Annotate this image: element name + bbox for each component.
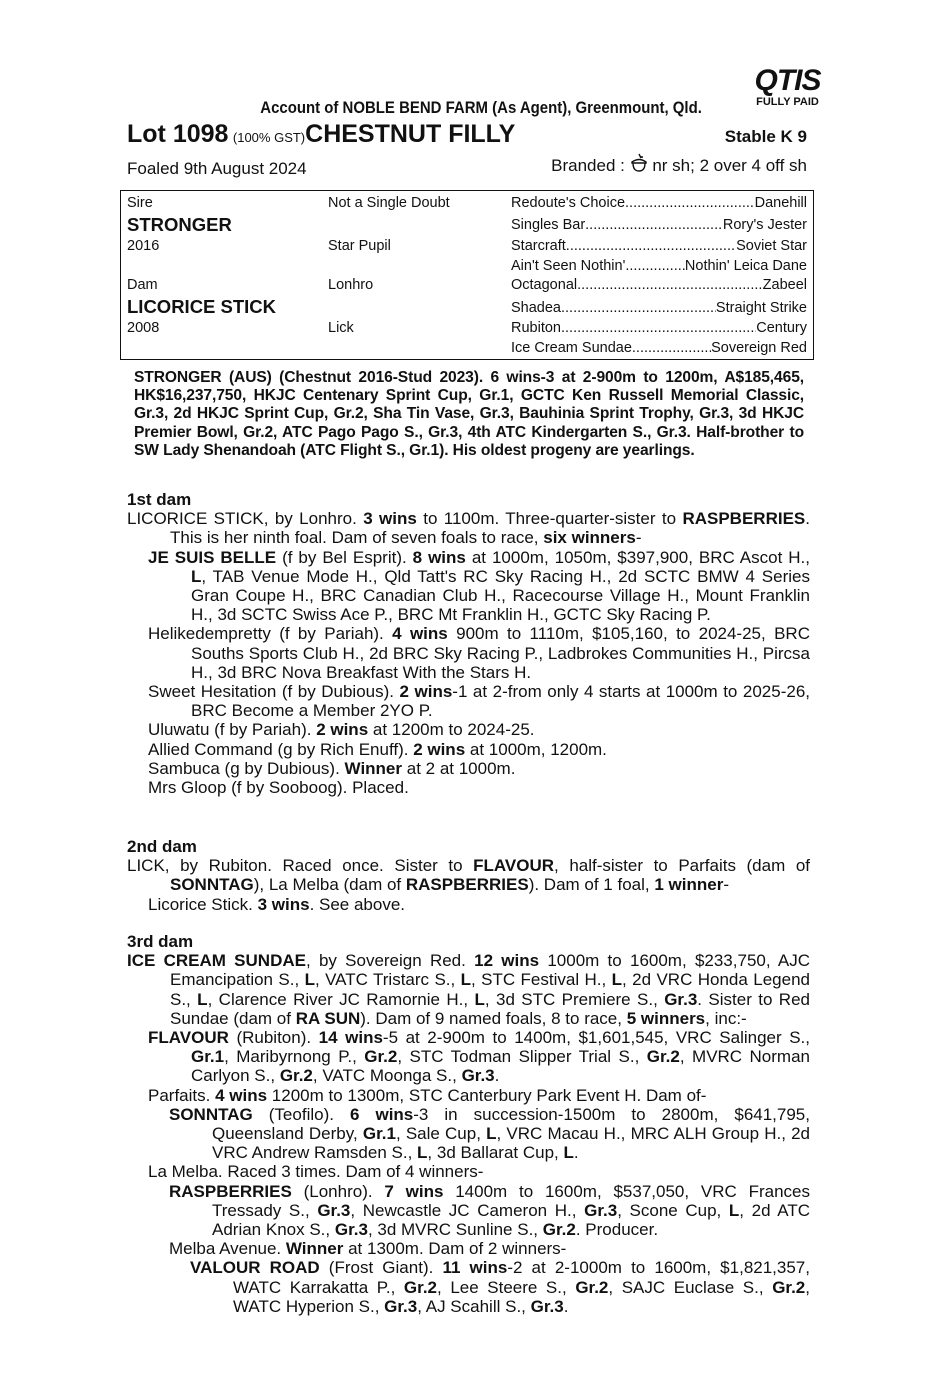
text: Mrs Gloop (f by Sooboog). Placed. [148,778,409,798]
brand-info [551,153,807,178]
bold-text: six winners [543,528,636,548]
text: (Teofilo). [252,1104,350,1124]
text: - [723,875,729,895]
text: 900m to 1110m, $105,160, to 2024-25, BRC Souths Sports Club H., 2d BRC Sky Racing P., Ladbrokes Communities H., Pircsa H., 3d BRC Nova Breakfast With the Stars H. [191,624,810,682]
grandparent-left: Starcraft [511,238,566,254]
grandparent-right: Century [756,320,807,336]
grandparent-left: Redoute's Choice [511,195,626,211]
bold-text: Gr.1 [362,1124,396,1144]
bold-text: 7 wins [384,1181,444,1201]
text: (Lonhro). [291,1181,385,1201]
pedigree-paragraph [127,509,810,547]
grandparent-row [511,217,807,233]
bold-text: Gr.2 [575,1277,609,1297]
grandparent-left: Rubiton [511,320,561,336]
bold-text: Gr.3 [584,1200,618,1220]
pedigree-paragraph [127,951,810,1028]
bold-text: Gr.2 [403,1277,438,1297]
text: -2 at 2-1000m to 1600m, $1,821,357, WATC Karrakatta P., [233,1258,810,1297]
grandparent-right: Rory's Jester [722,217,807,233]
text: Melba Avenue. [169,1239,286,1259]
text: Allied Command (g by Rich Enuff). [148,739,414,759]
text: , Sale Cup, [395,1124,487,1144]
text: . [563,1296,569,1316]
text: , Scone Cup, [617,1200,729,1220]
bold-text: Gr.3 [384,1296,418,1316]
pedigree-paragraph [127,895,810,914]
pedigree-paragraph [127,624,810,682]
text: , SAJC Euclase S., [608,1277,773,1297]
bold-text: Gr.3 [664,989,698,1009]
text: at 1200m to 2024-25. [368,720,535,740]
text: Licorice Stick. [148,894,258,914]
gst-note: (100% GST) [232,130,306,145]
bold-text: L [611,970,623,990]
pedigree-paragraph [127,1086,810,1105]
text: , 2d VRC Honda Legend S., [170,970,810,1009]
otis-logo-subtitle: FULLY PAID [756,96,819,108]
bold-text: SONNTAG [169,1104,253,1124]
bold-text: VALOUR ROAD [190,1258,320,1278]
text: ). Dam of 1 foal, [528,875,655,895]
bold-text: SONNTAG [170,875,254,895]
text: , TAB Venue Mode H., Qld Tatt's RC Sky Racing H., 2d SCTC BMW 4 Series Gran Coupe H., BRC Canadian Club H., Racecourse Village H., Mount Franklin H., 3d SCTC Swiss Ace P., BRC Mt Franklin H., GCTC Sky Racing P. [191,566,810,625]
text: , STC Festival H., [471,970,612,990]
text: , 2d ATC Adrian Knox S., [212,1200,810,1240]
bold-text: 12 wins [474,951,540,971]
text: La Melba. Raced 3 times. Dam of 4 winners- [148,1162,484,1182]
text: , Maribyrnong P., [224,1047,365,1067]
text: , 3d MVRC Sunline S., [367,1220,543,1240]
grandparent-right: Soviet Star [736,238,807,254]
dam-paragraphs [127,509,810,797]
bold-text: L [191,566,202,586]
text: , AJ Scahill S., [417,1296,531,1316]
pedigree-paragraph [127,740,810,759]
acorn-brand-icon [630,153,648,178]
text: , inc:- [705,1008,747,1028]
lot-header [127,120,807,150]
text: . This is her ninth foal. Dam of seven foals to race, [170,509,810,548]
text: LICK, by Rubiton. Raced once. Sister to [127,856,474,876]
grandparent-row [511,320,807,336]
bold-text: 2 wins [413,739,466,759]
text: , half-sister to Parfaits (dam of [554,856,810,876]
branded-detail: nr sh; 2 over 4 off sh [652,156,807,175]
bold-text: RASPBERRIES [682,509,806,529]
pedigree-paragraph [127,1258,810,1316]
dam-sire: Lonhro [328,277,374,293]
dam-name: LICORICE STICK [127,296,277,317]
pedigree-paragraph [127,856,810,894]
pedigree-paragraph [127,682,810,720]
sire-sire: Not a Single Doubt [328,195,450,211]
pedigree-paragraph [127,778,810,797]
grandparent-row [511,277,807,293]
bold-text: L [728,1200,740,1220]
dam-year: 2008 [127,320,160,336]
text: to 1100m. Three-quarter-sister to [416,509,683,529]
bold-text: L [460,970,472,990]
text: at 2 at 1000m. [402,758,516,778]
bold-text: FLAVOUR [473,856,555,876]
bold-text: L [304,970,315,990]
text: , MVRC Norman Carlyon S., [191,1047,810,1086]
bold-text: Gr.2 [772,1277,806,1297]
stable-location: Stable K 9 [724,127,807,146]
dam-dam: Lick [328,320,354,336]
bold-text: 1 winner [654,875,724,895]
bold-text: Winner [285,1239,344,1259]
bold-text: Gr.2 [279,1066,313,1086]
bold-text: Winner [344,758,403,778]
text: , WATC Hyperion S., [233,1277,811,1316]
text: at 1000m, 1200m. [465,739,607,759]
pedigree-paragraph [127,548,810,625]
grandparent-right: Straight Strike [715,300,807,316]
pedigree-table [120,190,814,360]
text: , VATC Tristarc S., [314,970,461,990]
branded-label: Branded : [551,156,625,175]
bold-text: 14 wins [318,1028,383,1048]
bold-text: Gr.2 [364,1047,398,1067]
vendor-account [55,98,880,118]
bold-text: 2 wins [316,720,369,740]
dam-paragraphs [127,951,810,1316]
dam-paragraphs [127,856,810,914]
grandparent-right: Nothin' Leica Dane [684,258,807,274]
text: (Frost Giant). [319,1258,443,1278]
text: , 3d Ballarat Cup, [427,1143,564,1163]
pedigree-paragraph [127,1239,810,1258]
grandparent-row [511,340,807,356]
text: -3 in succession-1500m to 2800m, $641,795, Queensland Derby, [212,1104,810,1144]
text: 1400m to 1600m, $537,050, VRC Frances Tressady S., [212,1181,810,1220]
bold-text: ICE CREAM SUNDAE [127,951,306,971]
bold-text: L [474,989,485,1009]
bold-text: Gr.3 [461,1066,495,1086]
text: -5 at 2-900m to 1400m, $1,601,545, VRC Salinger S., [382,1028,810,1048]
pedigree-paragraph [127,1162,810,1181]
bold-text: L [417,1143,428,1163]
text: Helikedempretty (f by Pariah). [148,624,393,644]
bold-text: 5 winners [626,1008,706,1028]
lot-number: Lot 1098 [127,120,229,148]
text: , STC Todman Slipper Trial S., [397,1047,647,1067]
text: , by Sovereign Red. [305,951,475,971]
grandparent-left: Singles Bar [511,217,586,233]
bold-text: 4 wins [392,624,448,644]
text: (f by Bel Esprit). [276,547,413,567]
text: , 3d STC Premiere S., [484,989,665,1009]
bold-text: Gr.2 [646,1047,680,1067]
text: . Producer. [575,1220,659,1240]
pedigree-paragraph [127,759,810,778]
bold-text: 6 wins [350,1104,414,1124]
text: -1 at 2-from only 4 starts at 1000m to 2025-26, BRC Become a Member 2YO P. [191,682,810,721]
text: , VATC Moonga S., [312,1066,462,1086]
grandparent-row [511,195,807,211]
grandparent-right: Danehill [754,195,807,211]
dam-label: Dam [127,277,158,293]
text: Sweet Hesitation (f by Dubious). [148,682,400,702]
dam-heading: 2nd dam [127,837,197,856]
bold-text: FLAVOUR [148,1028,229,1048]
foaled-date: Foaled 9th August 2024 [127,159,307,178]
dam-section-1 [127,490,810,797]
bold-text: 4 wins [215,1085,268,1105]
otis-logo-mark: QTIS [754,64,821,97]
text: . See above. [309,894,406,914]
text: . Sister to Red Sundae (dam of [170,989,810,1028]
grandparent-left: Ice Cream Sundae [511,340,632,356]
bold-text: 3 wins [363,509,417,529]
bold-text: 8 wins [412,547,466,567]
text: , Newcastle JC Cameron H., [350,1200,585,1220]
text: Uluwatu (f by Pariah). [148,720,317,740]
text: LICORICE STICK, by Lonhro. [127,509,364,529]
text: , Lee Steere S., [437,1277,576,1297]
text: Sambuca (g by Dubious). [148,758,345,778]
grandparent-row [511,258,807,274]
grandparent-row [511,238,807,254]
vendor-account-text: Account of NOBLE BEND FARM (As Agent), Greenmount, Qld. [260,98,702,117]
sire-summary: STRONGER (AUS) (Chestnut 2016-Stud 2023). 6 wins-3 at 2-900m to 1200m, A$185,465, HK$16,237,750, HKJC Centenary Sprint Cup, Gr.1, GCTC Ken Russell Memorial Classic, Gr.3, 2d HKJC Sprint Cup, Gr.2, Sha Tin Vase, Gr.3, Bauhinia Sprint Trophy, Gr.3, 3d HKJC Premier Bowl, Gr.2, ATC Pago Pago S., Gr.3, 4th ATC Kindergarten S., Gr.3. Half-brother to SW Lady Shenandoah (ATC Flight S., Gr.1). His oldest progeny are yearlings. [134,369,804,459]
text: (Rubiton). [228,1028,319,1048]
dam-section-2 [127,837,810,914]
bold-text: Gr.3 [530,1296,564,1316]
bold-text: L [486,1124,497,1144]
text: , Clarence River JC Ramornie H., [207,989,475,1009]
text: ). Dam of 9 named foals, 8 to race, [360,1008,627,1028]
grandparent-right: Sovereign Red [711,340,807,356]
bold-text: JE SUIS BELLE [148,547,277,567]
text: at 1300m. Dam of 2 winners- [343,1239,567,1259]
pedigree-paragraph [127,1105,810,1163]
dam-section-3 [127,932,810,1316]
bold-text: Gr.1 [191,1047,225,1067]
text: ), La Melba (dam of [253,875,406,895]
text: 1200m to 1300m, STC Canterbury Park Event H. Dam of- [267,1085,707,1105]
sire-label: Sire [127,195,153,211]
dam-heading: 3rd dam [127,932,194,951]
text: , VRC Macau H., MRC ALH Group H., 2d VRC Andrew Ramsden S., [212,1124,810,1163]
lot-description: CHESTNUT FILLY [305,120,516,148]
grandparent-left: Ain't Seen Nothin' [511,258,626,274]
bold-text: RASPBERRIES [405,875,529,895]
text: 1000m to 1600m, $233,750, AJC Emancipation S., [170,951,811,990]
pedigree-paragraph [127,1182,810,1240]
bold-text: Gr.2 [542,1220,576,1240]
grandparent-left: Shadea [511,300,561,316]
bold-text: Gr.3 [334,1220,368,1240]
bold-text: RASPBERRIES [169,1181,292,1201]
bold-text: 11 wins [442,1258,508,1278]
text: - [635,528,642,548]
text: at 1000m, 1050m, $397,900, BRC Ascot H., [465,547,810,567]
text: Parfaits. [148,1085,216,1105]
bold-text: Gr.3 [317,1200,351,1220]
grandparent-row [511,300,807,316]
bold-text: 2 wins [399,682,453,702]
pedigree-paragraph [127,1028,810,1086]
sire-dam: Star Pupil [328,238,391,254]
sire-name: STRONGER [127,214,232,235]
grandparent-left: Octagonal [511,277,578,293]
text: . [494,1066,500,1086]
bold-text: RA SUN [295,1008,361,1028]
bold-text: 3 wins [257,894,310,914]
sire-year: 2016 [127,238,160,254]
pedigree-paragraph [127,720,810,739]
text: . [573,1143,579,1163]
bold-text: L [563,1143,574,1163]
bold-text: L [197,989,208,1009]
dam-heading: 1st dam [127,490,192,509]
grandparent-right: Zabeel [762,277,807,293]
